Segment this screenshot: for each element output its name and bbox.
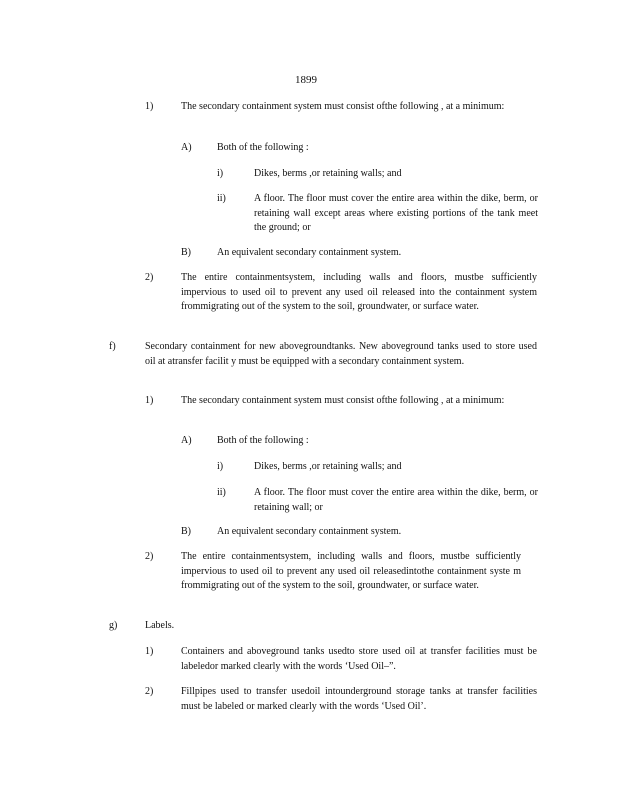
paragraph: A floor. The floor must cover the entire area within the dike, berm, or retaining wall; or xyxy=(254,487,538,513)
item-label: f) xyxy=(109,341,116,352)
item-label: A) xyxy=(181,142,192,153)
paragraph: Dikes, berms ,or retaining walls; and xyxy=(254,461,402,472)
item-label: 2) xyxy=(145,686,154,697)
item-label: ii) xyxy=(217,193,226,204)
item-label: i) xyxy=(217,168,224,179)
paragraph: The entire containmentsystem, including walls and floors, mustbe sufficiently impervious to used oil to prevent any used oil releasedintothe containment syste m frommigrating out of the system to the soil, groundwater, or surface water. xyxy=(181,551,521,592)
item-label: g) xyxy=(109,620,118,631)
paragraph: Secondary containment for new abovegroundtanks. New aboveground tanks used to store used oil at atransfer facilit y must be equipped with a secondary containment system. xyxy=(145,341,537,367)
paragraph: A floor. The floor must cover the entire area within the dike, berm, or retaining wall except areas where existing portions of the tank meet the ground; or xyxy=(254,193,538,234)
paragraph: The secondary containment system must consist ofthe following , at a minimum: xyxy=(181,101,505,112)
section-heading: Labels. xyxy=(145,620,175,631)
item-label: A) xyxy=(181,435,192,446)
item-label: 1) xyxy=(145,646,154,657)
paragraph: An equivalent secondary containment system. xyxy=(217,247,402,258)
paragraph: Containers and aboveground tanks usedto store used oil at transfer facilities must be labeledor marked clearly with the words ‘Used Oil–”. xyxy=(181,646,537,672)
paragraph: Fillpipes used to transfer usedoil intounderground storage tanks at transfer facilities must be labeled or marked clearly with the words ‘Used Oil’. xyxy=(181,686,537,712)
item-label: 1) xyxy=(145,101,154,112)
paragraph: The entire containmentsystem, including walls and floors, mustbe sufficiently impervious to used oil to prevent any used oil released into the containment system frommigrating out of the system to the soil, groundwater, or surface water. xyxy=(181,272,537,313)
item-label: B) xyxy=(181,247,191,258)
item-label: ii) xyxy=(217,487,226,498)
item-label: 2) xyxy=(145,272,154,283)
item-label: i) xyxy=(217,461,224,472)
page-number: 1899 xyxy=(295,74,317,86)
paragraph: Both of the following : xyxy=(217,435,309,446)
item-label: 2) xyxy=(145,551,154,562)
item-label: 1) xyxy=(145,395,154,406)
paragraph: An equivalent secondary containment system. xyxy=(217,526,402,537)
item-label: B) xyxy=(181,526,191,537)
paragraph: The secondary containment system must consist ofthe following , at a minimum: xyxy=(181,395,505,406)
paragraph: Both of the following : xyxy=(217,142,309,153)
paragraph: Dikes, berms ,or retaining walls; and xyxy=(254,168,402,179)
